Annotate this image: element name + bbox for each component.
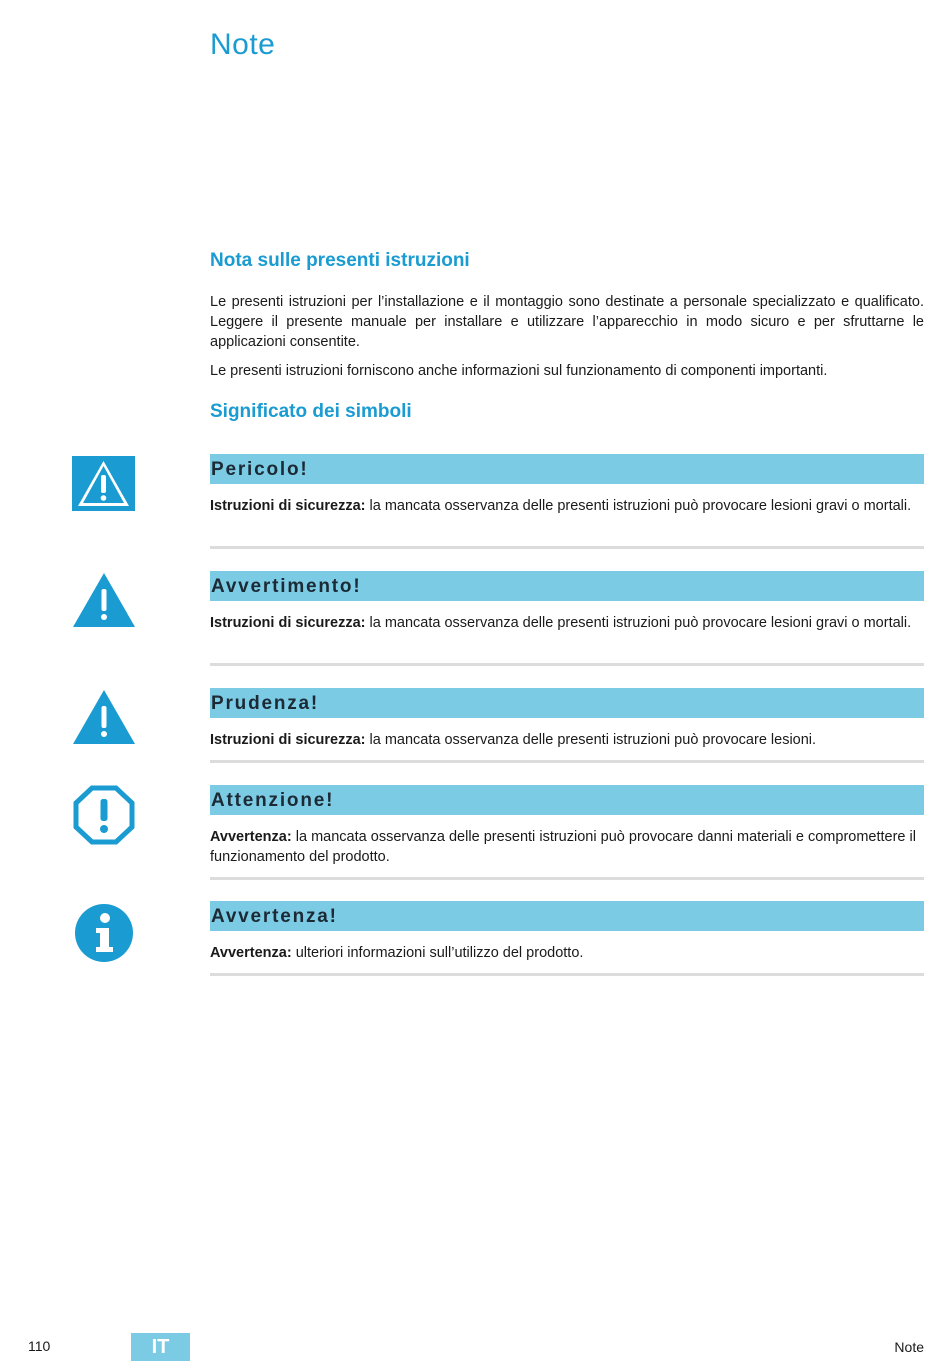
symbol-text: la mancata osservanza delle presenti istruzioni può provocare danni materiali e compromettere il funzionamento del prodotto. bbox=[210, 829, 916, 865]
symbol-label: Istruzioni di sicurezza: bbox=[210, 615, 366, 631]
symbol-label: Avvertenza: bbox=[210, 945, 292, 961]
intro-heading: Nota sulle presenti istruzioni bbox=[210, 250, 470, 271]
attention-octagon-icon bbox=[72, 785, 136, 845]
info-circle-icon bbox=[72, 903, 136, 963]
intro-paragraph-2: Le presenti istruzioni forniscono anche informazioni sul funzionamento di componenti importanti. bbox=[210, 363, 828, 379]
language-badge: IT bbox=[131, 1333, 190, 1361]
symbol-description-notice bbox=[210, 943, 916, 963]
symbol-text: la mancata osservanza delle presenti istruzioni può provocare lesioni gravi o mortali. bbox=[365, 615, 912, 631]
danger-triangle-square-icon bbox=[72, 454, 136, 514]
signal-word-caution: Prudenza! bbox=[210, 688, 924, 718]
symbols-heading: Significato dei simboli bbox=[210, 401, 412, 422]
symbol-text: ulteriori informazioni sull’utilizzo del prodotto. bbox=[291, 945, 584, 961]
signal-word-attention: Attenzione! bbox=[210, 785, 924, 815]
symbol-description-attention bbox=[210, 827, 916, 867]
symbol-text: la mancata osservanza delle presenti istruzioni può provocare lesioni gravi o mortali. bbox=[365, 498, 912, 514]
intro-paragraph-1: Le presenti istruzioni per l’installazione e il montaggio sono destinate a personale specializzato e qualificato. Leggere il presente manuale per installare e utilizzare l’apparecchio in modo sicuro e per sfruttarne le applicazioni consentite. bbox=[210, 294, 924, 350]
separator bbox=[210, 663, 924, 666]
separator bbox=[210, 877, 924, 880]
signal-word-danger: Pericolo! bbox=[210, 454, 924, 484]
symbol-label: Istruzioni di sicurezza: bbox=[210, 732, 366, 748]
signal-word-warning: Avvertimento! bbox=[210, 571, 924, 601]
symbol-label: Avvertenza: bbox=[210, 829, 292, 845]
intro-section bbox=[210, 250, 924, 423]
page-number: 110 bbox=[28, 1338, 51, 1354]
symbol-description-caution bbox=[210, 730, 916, 750]
caution-triangle-icon bbox=[72, 688, 136, 748]
symbol-label: Istruzioni di sicurezza: bbox=[210, 498, 366, 514]
symbol-text: la mancata osservanza delle presenti istruzioni può provocare lesioni. bbox=[365, 732, 817, 748]
separator bbox=[210, 760, 924, 763]
signal-word-notice: Avvertenza! bbox=[210, 901, 924, 931]
page-title: Note bbox=[210, 28, 276, 61]
symbol-description-danger bbox=[210, 496, 916, 516]
separator bbox=[210, 973, 924, 976]
warning-triangle-icon bbox=[72, 571, 136, 631]
symbol-description-warning bbox=[210, 613, 916, 633]
separator bbox=[210, 546, 924, 549]
footer-section-name: Note bbox=[894, 1339, 924, 1355]
